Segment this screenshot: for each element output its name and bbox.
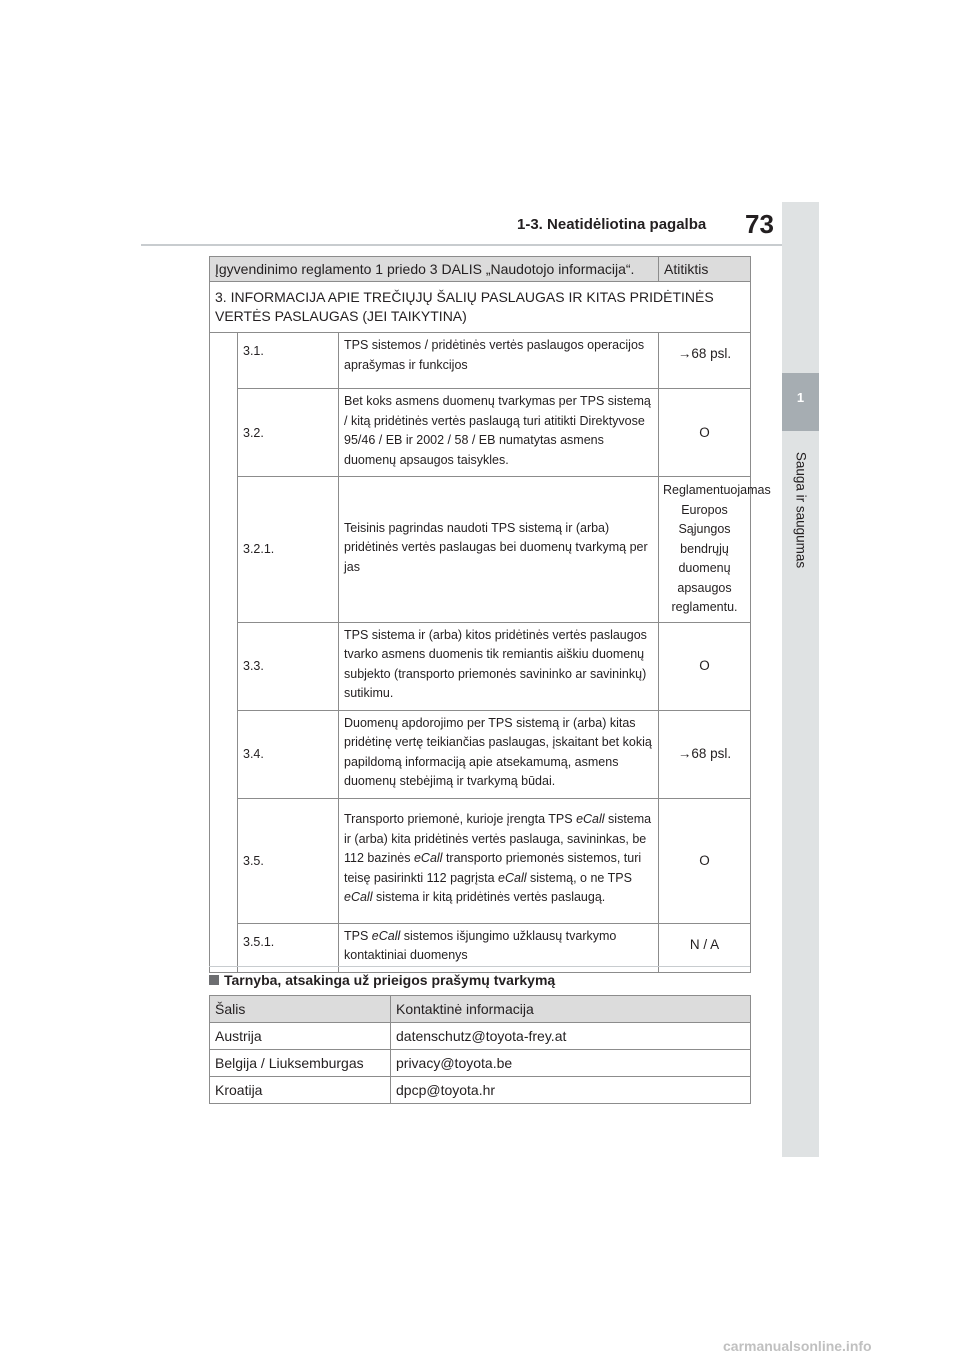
contact-table-header <box>210 996 751 1023</box>
side-tab <box>782 202 819 1157</box>
subheading-divider <box>209 966 750 967</box>
page-number: 73 <box>745 209 774 239</box>
watermark: carmanualsonline.info <box>723 1338 872 1354</box>
header-divider <box>141 244 786 246</box>
row-description: Teisinis pagrindas naudoti TPS sistemą ir (arba) pridėtinės vertės paslaugas bei duomenų tvarkymą per jas <box>339 477 659 623</box>
chapter-title: Sauga ir saugumas <box>793 451 809 569</box>
table-row <box>210 798 751 923</box>
table-row <box>210 1077 751 1104</box>
row-compliance: Reglamentuojamas Europos Sąjungos bendrųjų duomenų apsaugos reglamentu. <box>659 477 751 623</box>
table-row <box>210 333 751 389</box>
country-cell: Belgija / Liuksemburgas <box>210 1050 391 1077</box>
row-description: Bet koks asmens duomenų tvarkymas per TPS sistemą / kitą pridėtinės vertės paslaugą turi atitikti Direktyvose 95/46 / EB ir 2002 / 58 / EB numatytas asmens duomenų apsaugos taisykles. <box>339 389 659 477</box>
row-description: TPS sistema ir (arba) kitos pridėtinės vertės paslaugos tvarko asmens duomenis tik remiantis aiškiu duomenų subjekto (transporto priemonės savininko ar savininkų) sutikimu. <box>339 622 659 710</box>
row-number: 3.1. <box>238 333 339 389</box>
row-description: TPS eCall sistemos išjungimo užklausų tvarkymo kontaktiniai duomenys <box>339 923 659 972</box>
subheading <box>209 972 555 988</box>
row-description: TPS sistemos / pridėtinės vertės paslaugos operacijos aprašymas ir funkcijos <box>339 333 659 389</box>
table-row <box>210 1050 751 1077</box>
row-compliance: O <box>659 622 751 710</box>
row-number: 3.5.1. <box>238 923 339 972</box>
table-row <box>210 389 751 477</box>
section-title-cell: 3. INFORMACIJA APIE TREČIŲJŲ ŠALIŲ PASLAUGAS IR KITAS PRIDĖTINĖS VERTĖS PASLAUGAS (JEI TAIKYTINA) <box>210 282 751 333</box>
row-number: 3.3. <box>238 622 339 710</box>
contact-cell: privacy@toyota.be <box>391 1050 751 1077</box>
indent-cell <box>210 333 238 973</box>
header-cell-description: Įgyvendinimo reglamento 1 priedo 3 DALIS „Naudotojo informacija“. <box>210 257 659 282</box>
contact-cell: datenschutz@toyota-frey.at <box>391 1023 751 1050</box>
row-number: 3.2. <box>238 389 339 477</box>
row-compliance: O <box>659 389 751 477</box>
row-description: Duomenų apdorojimo per TPS sistemą ir (arba) kitas pridėtinę vertę teikiančias paslaugas, įskaitant bet kokią papildomą informaciją apie atsekamumą, asmens duomenų stebėjimą ir tvarkymą būdai. <box>339 710 659 798</box>
table-row <box>210 477 751 623</box>
contact-cell: dpcp@toyota.hr <box>391 1077 751 1104</box>
country-cell: Kroatija <box>210 1077 391 1104</box>
country-cell: Austrija <box>210 1023 391 1050</box>
header-cell-compliance: Atitiktis <box>659 257 751 282</box>
section-row <box>210 282 751 333</box>
info-table <box>209 256 771 973</box>
table-row <box>210 923 751 972</box>
row-number: 3.2.1. <box>238 477 339 623</box>
header-cell-country: Šalis <box>210 996 391 1023</box>
row-description: Transporto priemonė, kurioje įrengta TPS eCall sistema ir (arba) kita pridėtinės vertės paslauga, savininkas, be 112 bazinės eCall transporto priemonės sistemos, turi teisę pasirinkti 112 pagrįsta eCall sistemą, o ne TPS eCall sistema ir kitą pridėtinės vertės paslaugą. <box>339 798 659 923</box>
row-number: 3.5. <box>238 798 339 923</box>
header-cell-contact: Kontaktinė informacija <box>391 996 751 1023</box>
row-compliance: N / A <box>659 923 751 972</box>
subheading-text: Tarnyba, atsakinga už prieigos prašymų tvarkymą <box>224 972 556 988</box>
row-compliance: →68 psl. <box>659 333 751 389</box>
contact-table <box>209 995 751 1104</box>
table-row <box>210 1023 751 1050</box>
bullet-square-icon <box>209 975 219 985</box>
table-row <box>210 710 751 798</box>
row-compliance: O <box>659 798 751 923</box>
chapter-number: 1 <box>796 390 805 405</box>
row-number: 3.4. <box>238 710 339 798</box>
info-table-header <box>210 257 751 282</box>
section-title: 1-3. Neatidėliotina pagalba <box>517 216 707 233</box>
table-row <box>210 622 751 710</box>
row-compliance: →68 psl. <box>659 710 751 798</box>
